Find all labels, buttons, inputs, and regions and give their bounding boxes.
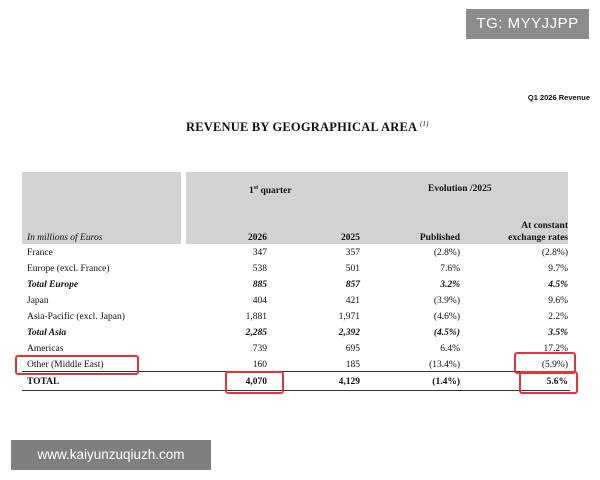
value-2026: 160	[252, 360, 267, 370]
value-2026: 4,070	[245, 377, 267, 387]
value-2026: 885	[252, 280, 267, 290]
quarter-header	[249, 182, 292, 198]
value-2025: 501	[345, 264, 360, 274]
value-2025: 857	[345, 280, 360, 290]
table-title	[186, 120, 429, 135]
evolution-published: 7.6%	[440, 264, 460, 274]
evolution-constant: 2.2%	[548, 312, 568, 322]
evolution-published: 3.2%	[440, 280, 460, 290]
value-2025: 421	[345, 296, 360, 306]
row-label: Americas	[27, 344, 64, 354]
evolution-constant: 9.6%	[548, 296, 568, 306]
row-label: Asia-Pacific (excl. Japan)	[27, 312, 125, 322]
units-label: In millions of Euros	[27, 233, 103, 243]
highlight-box-middle-east-label	[15, 355, 139, 375]
value-2025: 695	[345, 344, 360, 354]
row-label: TOTAL	[27, 377, 60, 387]
year-2026-header: 2026	[248, 233, 267, 243]
published-header: Published	[419, 233, 460, 243]
evolution-published: (13.4%)	[429, 360, 460, 370]
evolution-constant: 9.7%	[548, 264, 568, 274]
value-2026: 538	[252, 264, 267, 274]
report-label: Q1 2026 Revenue	[527, 93, 590, 102]
value-2025: 357	[345, 248, 360, 258]
evolution-constant: 4.5%	[548, 280, 568, 290]
value-2026: 347	[252, 248, 267, 258]
value-2025: 4,129	[338, 377, 360, 387]
row-label: Japan	[27, 296, 49, 306]
value-2026: 739	[252, 344, 267, 354]
evolution-published: (3.9%)	[433, 296, 460, 306]
title-text: REVENUE BY GEOGRAPHICAL AREA	[186, 120, 417, 135]
highlight-box-total-constant	[519, 371, 578, 394]
value-2026: 404	[252, 296, 267, 306]
value-2025: 185	[345, 360, 360, 370]
row-label: France	[27, 248, 53, 258]
evolution-published: 6.4%	[440, 344, 460, 354]
value-2025: 1,971	[338, 312, 360, 322]
evolution-published: (2.8%)	[433, 248, 460, 258]
row-label: Total Europe	[27, 280, 79, 290]
evolution-constant: (5.9%)	[541, 360, 568, 370]
evolution-published: (4.5%)	[433, 328, 460, 338]
evolution-published: (4.6%)	[433, 312, 460, 322]
evolution-constant: 3.5%	[548, 328, 568, 338]
quarter-ordinal: st	[253, 185, 259, 191]
evolution-constant: 17.2%	[543, 344, 568, 354]
evolution-header: Evolution /2025	[428, 184, 492, 194]
evolution-constant: (2.8%)	[541, 248, 568, 258]
quarter-word: quarter	[258, 186, 292, 197]
constant-rates-header-line1: At constant	[521, 221, 568, 231]
value-2025: 2,392	[338, 328, 360, 338]
watermark-url: www.kaiyunzuqiuzh.com	[11, 440, 211, 470]
highlight-box-total-2026	[225, 371, 284, 394]
value-2026: 1,881	[245, 312, 267, 322]
row-label: Other (Middle East)	[27, 360, 104, 370]
evolution-published: (1.4%)	[432, 377, 460, 387]
quarter-number: 1	[249, 186, 254, 197]
total-bottom-rule	[22, 390, 570, 391]
evolution-constant: 5.6%	[546, 377, 568, 387]
row-label: Europe (excl. France)	[27, 264, 110, 274]
title-footnote: (1)	[419, 120, 429, 128]
year-2025-header: 2025	[341, 233, 360, 243]
constant-rates-header-line2: exchange rates	[508, 233, 568, 243]
tg-badge: TG: MYYJJPP	[466, 9, 589, 39]
row-label: Total Asia	[27, 328, 67, 338]
value-2026: 2,285	[245, 328, 267, 338]
